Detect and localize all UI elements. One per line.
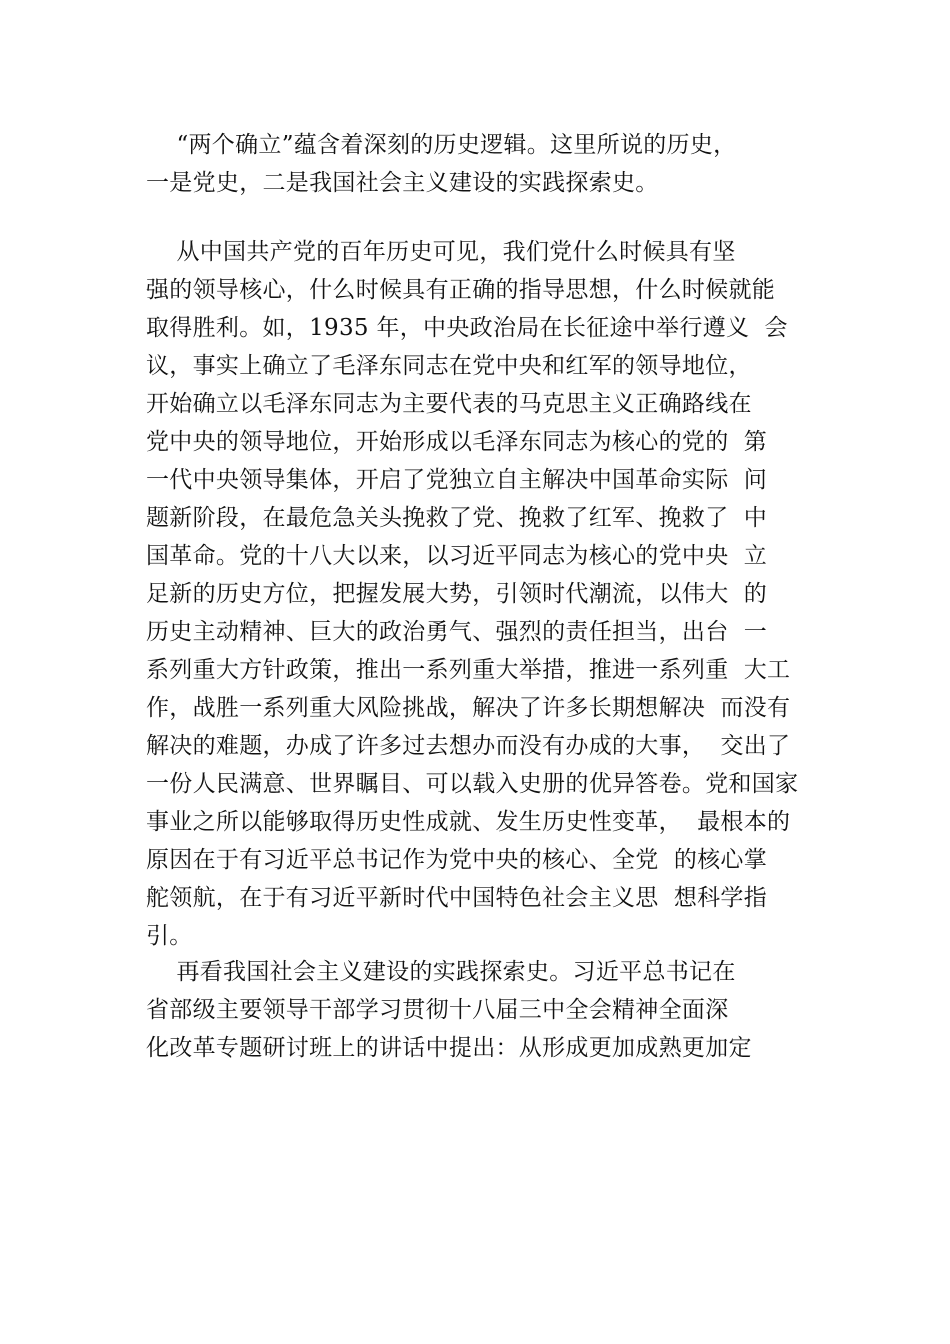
text-line: “两个确立”蕴含着深刻的历史逻辑。这里所说的历史， <box>146 132 737 158</box>
text-line: 国革命。党的十八大以来，以习近平同志为核心的党中央 立 <box>146 543 768 569</box>
text-line: 议，事实上确立了毛泽东同志在党中央和红军的领导地位， <box>146 353 752 379</box>
text-line: 强的领导核心，什么时候具有正确的指导思想，什么时候就能 <box>146 277 776 303</box>
text-line: 一是党史，二是我国社会主义建设的实践探索史。 <box>146 170 659 196</box>
text-line: 取得胜利。如，1935 年，中央政治局在长征途中举行遵义 会 <box>146 315 788 341</box>
paragraph-party-history <box>146 233 836 955</box>
text-line: 题新阶段，在最危急关头挽救了党、挽救了红军、挽救了 中 <box>146 505 768 531</box>
text-line: 足新的历史方位，把握发展大势，引领时代潮流，以伟大 的 <box>146 581 768 607</box>
text-line: 化改革专题研讨班上的讲话中提出：从形成更加成熟更加定 <box>146 1035 752 1061</box>
text-line: 党中央的领导地位，开始形成以毛泽东同志为核心的党的 第 <box>146 429 768 455</box>
text-line: 引。 <box>146 923 193 949</box>
text-line: 系列重大方针政策，推出一系列重大举措，推进一系列重 大工 <box>146 657 791 683</box>
text-line: 舵领航，在于有习近平新时代中国特色社会主义思 想科学指 <box>146 885 768 911</box>
text-line: 一份人民满意、世界瞩目、可以载入史册的优异答卷。党和国家 <box>146 771 799 797</box>
paragraph-socialist-construction <box>146 953 836 1067</box>
text-line: 开始确立以毛泽东同志为主要代表的马克思主义正确路线在 <box>146 391 752 417</box>
text-line: 再看我国社会主义建设的实践探索史。习近平总书记在 <box>146 959 736 985</box>
text-line: 从中国共产党的百年历史可见，我们党什么时候具有坚 <box>146 239 736 265</box>
paragraph-two-establishments <box>146 126 836 202</box>
text-line: 历史主动精神、巨大的政治勇气、强烈的责任担当，出台 一 <box>146 619 768 645</box>
text-line: 事业之所以能够取得历史性成就、发生历史性变革， 最根本的 <box>146 809 791 835</box>
text-line: 作，战胜一系列重大风险挑战，解决了许多长期想解决 而没有 <box>146 695 791 721</box>
text-line: 解决的难题，办成了许多过去想办而没有办成的大事， 交出了 <box>146 733 791 759</box>
text-line: 原因在于有习近平总书记作为党中央的核心、全党 的核心掌 <box>146 847 768 873</box>
text-line: 一代中央领导集体，开启了党独立自主解决中国革命实际 问 <box>146 467 768 493</box>
text-line: 省部级主要领导干部学习贯彻十八届三中全会精神全面深 <box>146 997 729 1023</box>
